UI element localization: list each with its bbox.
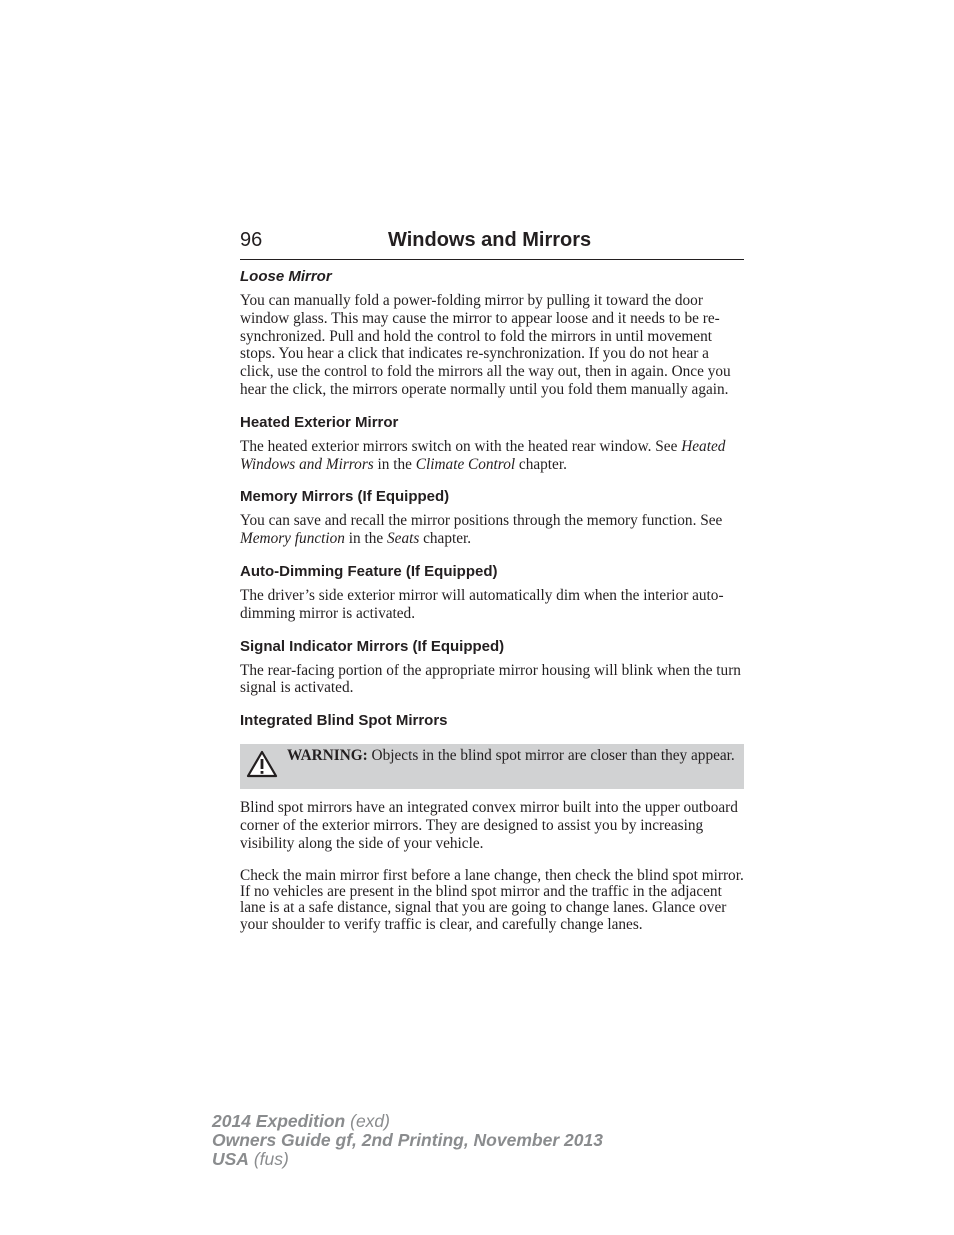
signal-indicator-paragraph: The rear-facing portion of the appropriate mirror housing will blink when the turn signal is activated. [240,661,741,697]
blind-spot-heading: Integrated Blind Spot Mirrors [240,712,448,730]
text-run: in the [373,455,416,473]
cross-reference-link: Memory function [240,530,345,548]
page-number: 96 [240,229,263,251]
blind-spot-paragraph-2: Check the main mirror first before a lane change, then check the blind spot mirror. If no vehicles are present in the blind spot mirror and the traffic in the adjacent lane is at a safe distance, signal that you are going to change lanes. Glance over your shoulder to verify traffic is clear, and carefully change lanes. [240,866,744,933]
memory-mirrors-paragraph [240,512,746,548]
auto-dimming-heading: Auto-Dimming Feature (If Equipped) [240,562,498,580]
loose-mirror-heading: Loose Mirror [240,268,332,285]
footer-guide: Owners Guide gf, 2nd Printing, November 2013 [212,1130,603,1150]
text-run: chapter. [515,455,567,473]
footer-market: USA [212,1149,249,1169]
footer-model-code: (exd) [345,1111,390,1131]
footer-market-line [212,1150,603,1169]
signal-indicator-heading: Signal Indicator Mirrors (If Equipped) [240,637,505,655]
chapter-title: Windows and Mirrors [388,229,592,251]
blind-spot-paragraph-1: Blind spot mirrors have an integrated convex mirror built into the upper outboard corner of the exterior mirrors. They are designed to assist you by increasing visibility along the side of your vehicle. [240,799,738,852]
page-content [240,266,746,948]
page-footer [212,1112,603,1169]
cross-reference-link: Seats [387,530,420,548]
text-run: You can save and recall the mirror positions through the memory function. See [240,512,723,530]
warning-label: WARNING: [287,747,368,765]
footer-guide-line [212,1131,603,1150]
auto-dimming-paragraph: The driver’s side exterior mirror will automatically dim when the interior auto-dimming mirror is activated. [240,586,724,622]
heated-mirror-heading: Heated Exterior Mirror [240,413,399,431]
text-run: chapter. [419,530,472,548]
page-header [240,227,744,260]
text-run: in the [344,530,387,548]
heated-mirror-paragraph [240,438,746,474]
warning-box [240,744,744,789]
footer-model: 2014 Expedition [212,1111,346,1131]
cross-reference-link: Heated Windows and Mirrors [240,437,726,473]
cross-reference-link: Climate Control [415,455,516,473]
warning-message: Objects in the blind spot mirror are closer than they appear. [367,747,735,765]
warning-triangle-icon [246,750,278,778]
memory-mirrors-heading: Memory Mirrors (If Equipped) [240,488,450,506]
warning-text [287,746,739,765]
footer-model-line [212,1112,603,1131]
footer-market-code: (fus) [248,1149,289,1169]
text-run: The heated exterior mirrors switch on with the heated rear window. See [240,437,682,455]
loose-mirror-paragraph: You can manually fold a power-folding mirror by pulling it toward the door window glass. This may cause the mirror to appear loose and it needs to be re-synchronized. Pull and hold the control to fold the mirrors in until movement stops. You hear a click that indicates re-synchronization. If you do not hear a click, use the control to fold the mirrors all the way out, then in again. Once you hear the click, the mirrors operate normally until you fold them manually again. [240,292,731,398]
